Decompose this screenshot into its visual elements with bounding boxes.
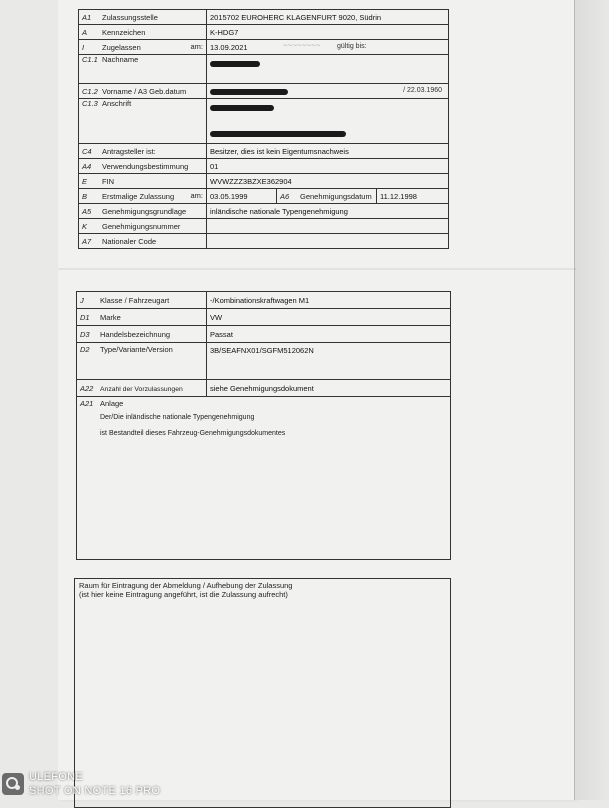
field-code: A [82,27,88,37]
field-label: Klasse / Fahrzeugart [100,295,170,305]
field-value-empty [207,219,449,234]
row-fin [79,174,449,189]
field-value: K-HDG7 [207,25,449,40]
field-code: A7 [82,236,92,246]
redacted-address-1 [210,105,274,111]
field-code: A21 [80,399,94,408]
field-label: Zulassungsstelle [102,12,158,22]
am-label: am: [190,42,203,51]
page-edge [574,0,609,800]
field-label: Marke [100,312,121,322]
field-label: Zugelassen [102,42,141,52]
deregistration-note: (ist hier keine Eintragung angeführt, ist die Zulassung aufrecht) [79,590,288,599]
row-zulassungsstelle [79,10,449,25]
row-handelsbezeichnung [77,326,451,343]
camera-lens-icon [2,773,24,795]
redacted-address-2 [210,131,346,137]
field-code: A6 [280,191,290,201]
field-code: A22 [80,383,94,393]
field-label: Anlage [100,399,124,408]
field-code: A5 [82,206,92,216]
field-value: siehe Genehmigungsdokument [207,380,451,397]
field-value: Besitzer, dies ist kein Eigentumsnachweis [207,144,449,159]
row-verwendung [79,159,449,174]
field-code: A4 [82,161,92,171]
field-label: Antragsteller ist: [102,146,156,156]
field-value: 2015702 EUROHERC KLAGENFURT 9020, Südrin [207,10,449,25]
row-type [77,343,451,380]
field-value: 11.12.1998 [377,189,449,204]
field-label: Genehmigungsnummer [102,221,181,231]
field-code: C1.2 [82,86,98,96]
field-code: A1 [82,12,92,22]
row-anlage [77,397,451,560]
field-label: Genehmigungsdatum [300,191,372,201]
redacted-firstname [210,89,288,95]
field-label: Nachname [102,55,139,64]
row-zugelassen [79,40,449,55]
birth-date: / 22.03.1960 [403,87,443,94]
field-code: C1.3 [82,99,98,108]
watermark-brand: ULEFONE [29,771,84,783]
field-code: C4 [82,146,92,156]
field-label: Kennzeichen [102,27,146,37]
field-label: Verwendungsbestimmung [102,161,189,171]
watermark-model: SHOT ON NOTE 16 PRO [29,785,161,797]
row-genehmigungsgrundlage [79,204,449,219]
row-klasse [77,292,451,309]
anlage-line-1: Der/Die inländische nationale Typengenehmigung [100,414,255,421]
field-label: Erstmalige Zulassung [102,191,175,201]
field-value: 13.09.2021 [210,42,248,52]
row-nachname [79,55,449,84]
am-label: am: [190,191,203,200]
field-code: C1.1 [82,55,98,64]
field-label: Type/Variante/Version [100,345,173,354]
field-value: 01 [207,159,449,174]
paper-crease [58,268,576,270]
field-code: D1 [80,312,90,322]
field-value: inländische nationale Typengenehmigung [207,204,449,219]
row-genehmigungsnummer [79,219,449,234]
camera-watermark [0,770,200,800]
row-marke [77,309,451,326]
field-label: Genehmigungsgrundlage [102,206,187,216]
row-nationaler-code [79,234,449,249]
field-value-empty [207,234,449,249]
field-code: J [80,295,84,305]
row-erstzulassung [79,189,449,204]
field-value: Passat [207,326,451,343]
vehicle-table [76,291,451,560]
field-value: 3B/SEAFNX01/SGFM512062N [207,343,451,380]
field-code: I [82,42,85,52]
row-vorname [79,84,449,99]
field-code: E [82,176,88,186]
field-code: B [82,191,88,201]
row-kennzeichen [79,25,449,40]
field-code: K [82,221,88,231]
field-label: FIN [102,176,115,186]
field-label: Handelsbezeichnung [100,329,171,339]
field-label: Anschrift [102,99,132,108]
field-label: Nationaler Code [102,236,157,246]
row-antragsteller [79,144,449,159]
field-value: -/Kombinationskraftwagen M1 [207,292,451,309]
field-label: Vorname / A3 Geb.datum [102,86,187,96]
anlage-line-2: ist Bestandteil dieses Fahrzeug-Genehmigungsdokumentes [100,430,286,437]
field-code: D2 [80,345,90,354]
field-value: VW [207,309,451,326]
redacted-name [210,61,260,67]
field-code: D3 [80,329,90,339]
row-anschrift [79,99,449,144]
field-value: WVWZZZ3BZXE362904 [207,174,449,189]
registration-table [78,9,449,249]
row-vorzulassungen [77,380,451,397]
gueltig-label: gültig bis: [337,43,367,50]
field-label: Anzahl der Vorzulassungen [100,385,183,393]
field-value: 03.05.1999 [207,189,277,204]
deregistration-title: Raum für Eintragung der Abmeldung / Aufhebung der Zulassung [79,581,293,590]
scribble: ~~~~~~~~ [283,41,321,50]
